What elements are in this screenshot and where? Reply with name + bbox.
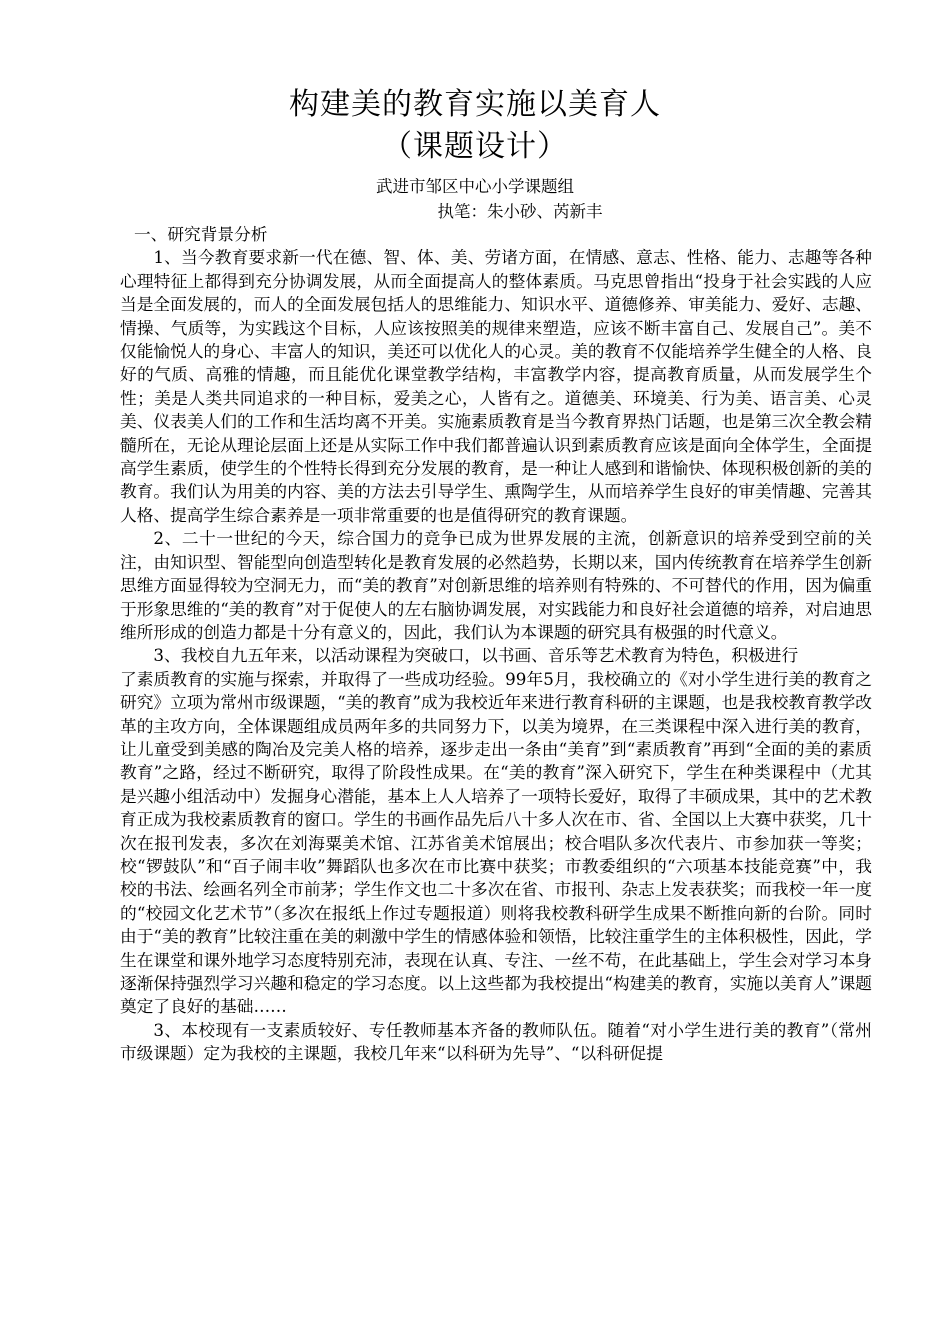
author-organization: 武进市邹区中心小学课题组 xyxy=(376,177,574,196)
document-subtitle: （课题设计） xyxy=(382,129,568,164)
author-names: 执笔：朱小砂、芮新丰 xyxy=(437,202,603,221)
paragraph-3: 3、我校自九五年来，以活动课程为突破口，以书画、音乐等艺术教育为特色，积极进行 xyxy=(153,645,799,666)
paragraph-3-continuation: 了素质教育的实施与探索，并取得了一些成功经验。99年5月，我校确立的《对小学生进行美的教育之研究》立项为常州市级课题，“美的教育”成为我校近年来进行教育科研的主课题，也是我校教育教学改革的主攻方向，全体课题组成员两年多的共同努力下，以美为境界，在三类课程中深入进行美的教育，让儿童受到美感的陶冶及完美人格的培养，逐步走出一条由“美育”到“素质教育”再到“全面的美的素质教育”之路，经过不断研究，取得了阶段性成果。在“美的教育”深入研究下，学生在种类课程中（尤其是兴趣小组活动中）发掘身心潜能，基本上人人培养了一项特长爱好，取得了丰硕成果，其中的艺术教育正成为我校素质教育的窗口。学生的书画作品先后八十多人次在市、省、全国以上大赛中获奖，几十次在报刊发表，多次在刘海粟美术馆、江苏省美术馆展出；校合唱队多次代表片、市参加获一等奖；校“锣鼓队”和“百子闹丰收”舞蹈队也多次在市比赛中获奖；市教委组织的“六项基本技能竞赛”中，我校的书法、绘画名列全市前茅；学生作文也二十多次在省、市报刊、杂志上发表获奖；而我校一年一度的“校园文化艺术节”（多次在报纸上作过专题报道）则将我校教科研学生成果不断推向新的台阶。同时由于“美的教育”比较注重在美的刺激中学生的情感体验和领悟，比较注重学生的主体积极性，因此，学生在课堂和课外地学习态度特别充沛，表现在认真、专注、一丝不苟，在此基础上，学生会对学习本身逐渐保持强烈学习兴趣和稳定的学习态度。以上这些都为我校提出“构建美的教育，实施以美育人”课题奠定了良好的基础…… xyxy=(120,668,872,1017)
document-title: 构建美的教育实施以美育人 xyxy=(289,87,661,122)
paragraph-4: 3、本校现有一支素质较好、专任教师基本齐备的教师队伍。随着“对小学生进行美的教育”（常州市级课题）定为我校的主课题，我校几年来“以科研为先导”、“以科研促提 xyxy=(120,1019,872,1064)
paragraph-2: 2、二十一世纪的今天，综合国力的竞争已成为世界发展的主流，创新意识的培养受到空前的关注，由知识型、智能型向创造型转化是教育发展的必然趋势，长期以来，国内传统教育在培养学生创新思维方面显得较为空洞无力，而“美的教育”对创新思维的培养则有特殊的、不可替代的作用，因为偏重于形象思维的“美的教育”对于促使人的左右脑协调发展，对实践能力和良好社会道德的培养，对启迪思维所形成的创造力都是十分有意义的，因此，我们认为本课题的研究具有极强的时代意义。 xyxy=(120,528,872,642)
section-heading: 一、研究背景分析 xyxy=(134,224,268,244)
paragraph-1: 1、当今教育要求新一代在德、智、体、美、劳诸方面，在情感、意志、性格、能力、志趣等各种心理特征上都得到充分协调发展，从而全面提高人的整体素质。马克思曾指出“投身于社会实践的人应当是全面发展的，而人的全面发展包括人的思维能力、知识水平、道德修养、审美能力、爱好、志趣、情操、气质等，为实践这个目标，人应该按照美的规律来塑造，应该不断丰富自己、发展自己”。美不仅能愉悦人的身心、丰富人的知识，美还可以优化人的心灵。美的教育不仅能培养学生健全的人格、良好的气质、高雅的情趣，而且能优化课堂教学结构，丰富教学内容，提高教育质量，从而发展学生个性；美是人类共同追求的一种目标，爱美之心，人皆有之。道德美、环境美、行为美、语言美、心灵美、仪表美人们的工作和生活均离不开美。实施素质教育是当今教育界热门话题，也是第三次全教会精髓所在，无论从理论层面上还是从实际工作中我们都普遍认识到素质教育应该是面向全体学生，全面提高学生素质，使学生的个性特长得到充分发展的教育，是一种让人感到和谐愉快、体现积极创新的美的教育。我们认为用美的内容、美的方法去引导学生、熏陶学生，从而培养学生良好的审美情趣、完善其人格、提高学生综合素养是一项非常重要的也是值得研究的教育课题。 xyxy=(120,247,872,525)
document-body xyxy=(120,223,872,1066)
